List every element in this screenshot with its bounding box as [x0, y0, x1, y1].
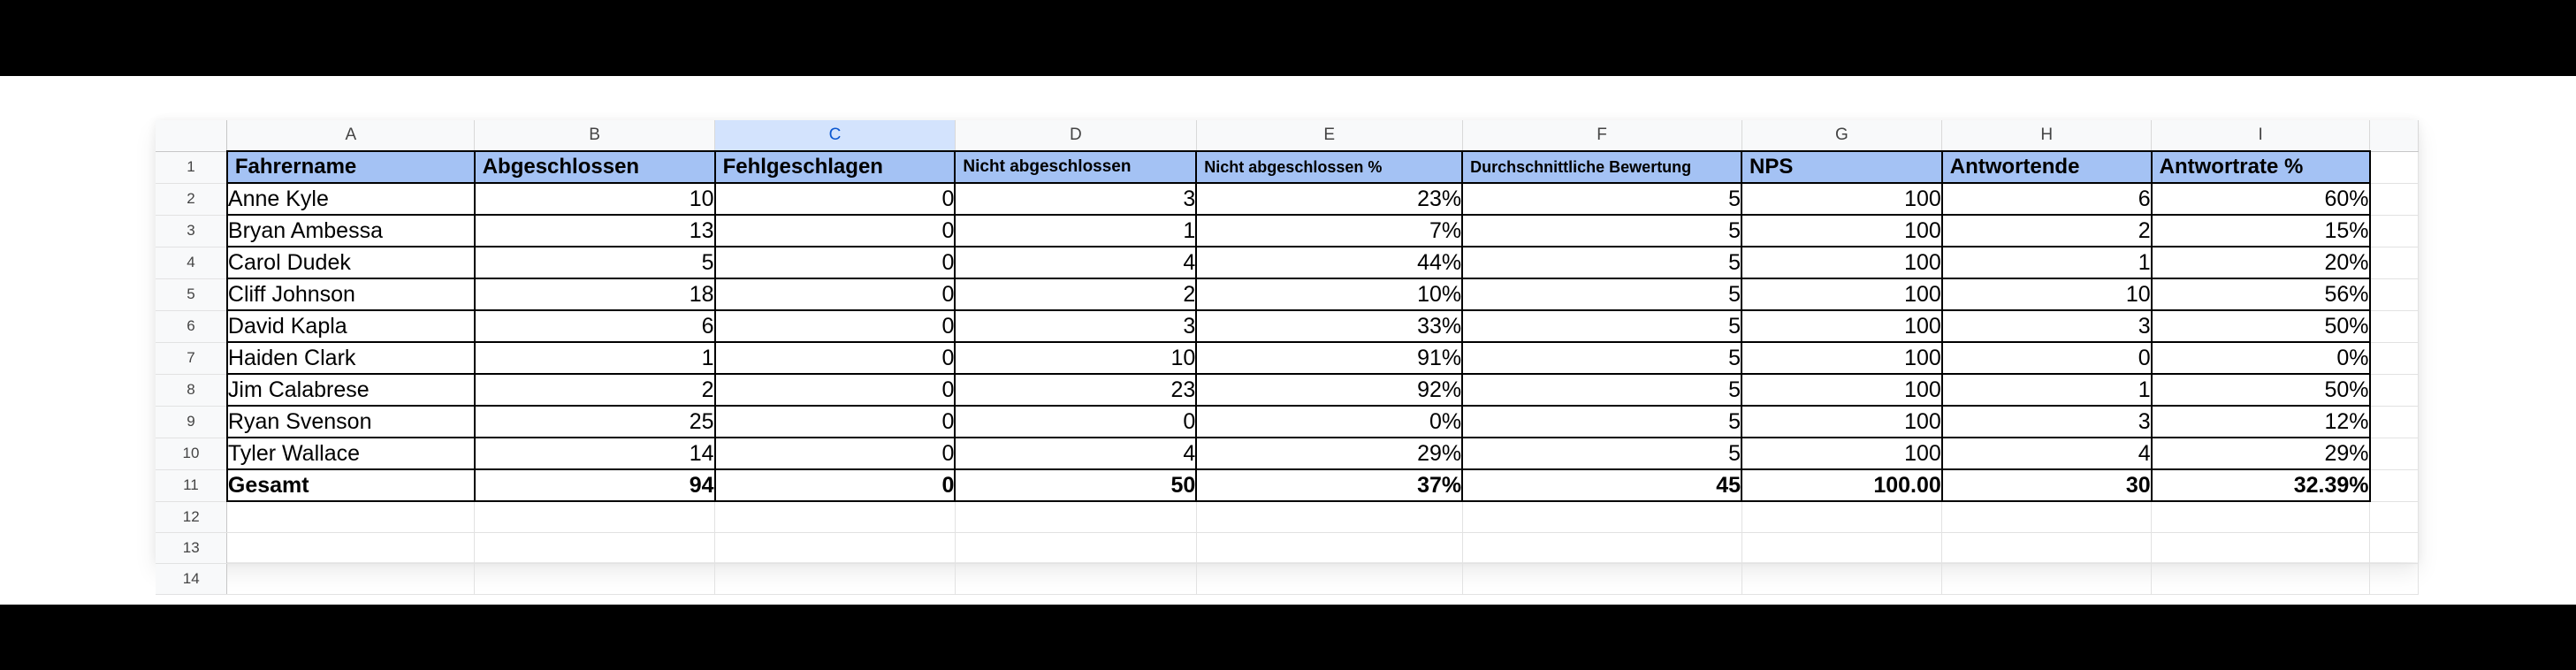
- name-cell[interactable]: David Kapla: [227, 310, 475, 342]
- bottom-letterbox: [0, 605, 2576, 670]
- empty-cell[interactable]: [2370, 374, 2419, 406]
- value-cell[interactable]: 0: [715, 310, 956, 342]
- value-cell[interactable]: 100: [1741, 438, 1942, 469]
- empty-cell[interactable]: [715, 563, 956, 594]
- value-cell[interactable]: 60%: [2152, 183, 2370, 215]
- empty-cell[interactable]: [227, 563, 475, 594]
- row-header[interactable]: 12: [156, 501, 227, 532]
- value-cell[interactable]: 12%: [2152, 406, 2370, 438]
- empty-cell[interactable]: [1196, 501, 1462, 532]
- value-cell[interactable]: 0: [715, 215, 956, 247]
- value-cell[interactable]: 0: [715, 183, 956, 215]
- empty-row: [156, 501, 2419, 532]
- empty-row: [156, 532, 2419, 563]
- header-cell-antwortende[interactable]: Antwortende: [1942, 151, 2152, 183]
- table-row: [156, 278, 2419, 310]
- column-header-c[interactable]: C: [715, 120, 956, 151]
- column-header-g[interactable]: G: [1741, 120, 1942, 151]
- empty-cell[interactable]: [955, 563, 1196, 594]
- top-letterbox: [0, 0, 2576, 76]
- value-cell[interactable]: 3: [1942, 406, 2152, 438]
- table-header-row: [156, 151, 2419, 183]
- column-header-b[interactable]: B: [475, 120, 715, 151]
- value-cell[interactable]: 10: [955, 342, 1196, 374]
- empty-cell[interactable]: [955, 501, 1196, 532]
- value-cell[interactable]: 0: [715, 278, 956, 310]
- value-cell[interactable]: 5: [1462, 247, 1741, 278]
- empty-cell[interactable]: [2370, 406, 2419, 438]
- empty-cell[interactable]: [1462, 532, 1741, 563]
- value-cell[interactable]: 1: [1942, 247, 2152, 278]
- value-cell[interactable]: 100: [1741, 183, 1942, 215]
- header-cell-nps[interactable]: NPS: [1741, 151, 1942, 183]
- value-cell[interactable]: 92%: [1196, 374, 1462, 406]
- value-cell[interactable]: 20%: [2152, 247, 2370, 278]
- row-header[interactable]: 8: [156, 374, 227, 406]
- empty-cell[interactable]: [955, 532, 1196, 563]
- total-cell[interactable]: 32.39%: [2152, 469, 2370, 501]
- value-cell[interactable]: 3: [1942, 310, 2152, 342]
- total-cell[interactable]: 45: [1462, 469, 1741, 501]
- empty-cell[interactable]: [227, 501, 475, 532]
- value-cell[interactable]: 5: [1462, 183, 1741, 215]
- column-header-e[interactable]: E: [1196, 120, 1462, 151]
- total-cell[interactable]: 30: [1942, 469, 2152, 501]
- header-cell-abgeschlossen[interactable]: Abgeschlossen: [475, 151, 715, 183]
- row-header[interactable]: 13: [156, 532, 227, 563]
- value-cell[interactable]: 15%: [2152, 215, 2370, 247]
- total-row: [156, 469, 2419, 501]
- value-cell[interactable]: 1: [1942, 374, 2152, 406]
- value-cell[interactable]: 0: [715, 406, 956, 438]
- value-cell[interactable]: 5: [1462, 438, 1741, 469]
- value-cell[interactable]: 0%: [1196, 406, 1462, 438]
- row-header[interactable]: 1: [156, 151, 227, 183]
- value-cell[interactable]: 100: [1741, 310, 1942, 342]
- value-cell[interactable]: 29%: [2152, 438, 2370, 469]
- empty-cell[interactable]: [1741, 532, 1942, 563]
- row-header[interactable]: 11: [156, 469, 227, 501]
- name-cell[interactable]: Tyler Wallace: [227, 438, 475, 469]
- name-cell[interactable]: Carol Dudek: [227, 247, 475, 278]
- header-cell-antwortrate-pct[interactable]: Antwortrate %: [2152, 151, 2370, 183]
- header-cell-nicht-abgeschlossen-pct[interactable]: Nicht abgeschlossen %: [1196, 151, 1462, 183]
- table-row: [156, 438, 2419, 469]
- total-cell[interactable]: 100.00: [1741, 469, 1942, 501]
- value-cell[interactable]: 5: [1462, 310, 1741, 342]
- column-header-i[interactable]: I: [2152, 120, 2370, 151]
- value-cell[interactable]: 4: [955, 438, 1196, 469]
- row-header[interactable]: 7: [156, 342, 227, 374]
- total-cell[interactable]: 94: [475, 469, 715, 501]
- value-cell[interactable]: 0: [715, 438, 956, 469]
- value-cell[interactable]: 0: [715, 342, 956, 374]
- value-cell[interactable]: 0: [715, 374, 956, 406]
- name-cell[interactable]: Cliff Johnson: [227, 278, 475, 310]
- empty-cell[interactable]: [2370, 151, 2419, 183]
- value-cell[interactable]: 23%: [1196, 183, 1462, 215]
- value-cell[interactable]: 1: [955, 215, 1196, 247]
- empty-cell[interactable]: [2370, 247, 2419, 278]
- value-cell[interactable]: 5: [1462, 406, 1741, 438]
- empty-cell[interactable]: [2152, 532, 2370, 563]
- value-cell[interactable]: 4: [1942, 438, 2152, 469]
- value-cell[interactable]: 100: [1741, 406, 1942, 438]
- name-cell[interactable]: Bryan Ambessa: [227, 215, 475, 247]
- value-cell[interactable]: 100: [1741, 215, 1942, 247]
- empty-cell[interactable]: [1196, 532, 1462, 563]
- value-cell[interactable]: 0: [955, 406, 1196, 438]
- empty-cell[interactable]: [715, 501, 956, 532]
- empty-cell[interactable]: [1942, 563, 2152, 594]
- sheet-table: [156, 120, 2419, 595]
- empty-cell[interactable]: [2370, 278, 2419, 310]
- name-cell[interactable]: Ryan Svenson: [227, 406, 475, 438]
- value-cell[interactable]: 13: [475, 215, 715, 247]
- value-cell[interactable]: 5: [1462, 374, 1741, 406]
- name-cell[interactable]: Haiden Clark: [227, 342, 475, 374]
- empty-cell[interactable]: [227, 532, 475, 563]
- value-cell[interactable]: 50%: [2152, 374, 2370, 406]
- value-cell[interactable]: 6: [1942, 183, 2152, 215]
- value-cell[interactable]: 23: [955, 374, 1196, 406]
- value-cell[interactable]: 33%: [1196, 310, 1462, 342]
- table-row: [156, 374, 2419, 406]
- total-label-cell[interactable]: Gesamt: [227, 469, 475, 501]
- value-cell[interactable]: 2: [475, 374, 715, 406]
- value-cell[interactable]: 2: [955, 278, 1196, 310]
- column-header-a[interactable]: A: [227, 120, 475, 151]
- row-header[interactable]: 6: [156, 310, 227, 342]
- value-cell[interactable]: 100: [1741, 374, 1942, 406]
- value-cell[interactable]: 0%: [2152, 342, 2370, 374]
- table-row: [156, 310, 2419, 342]
- row-header[interactable]: 4: [156, 247, 227, 278]
- empty-cell[interactable]: [1942, 532, 2152, 563]
- empty-cell[interactable]: [2152, 563, 2370, 594]
- empty-cell[interactable]: [475, 532, 715, 563]
- column-header-h[interactable]: H: [1942, 120, 2152, 151]
- empty-cell[interactable]: [2370, 310, 2419, 342]
- value-cell[interactable]: 100: [1741, 342, 1942, 374]
- empty-cell[interactable]: [2370, 563, 2419, 594]
- value-cell[interactable]: 4: [955, 247, 1196, 278]
- value-cell[interactable]: 5: [1462, 215, 1741, 247]
- table-row: [156, 247, 2419, 278]
- value-cell[interactable]: 100: [1741, 278, 1942, 310]
- value-cell[interactable]: 100: [1741, 247, 1942, 278]
- spreadsheet-grid[interactable]: [156, 120, 2419, 587]
- empty-cell[interactable]: [1462, 501, 1741, 532]
- value-cell[interactable]: 56%: [2152, 278, 2370, 310]
- row-header[interactable]: 9: [156, 406, 227, 438]
- row-header[interactable]: 14: [156, 563, 227, 594]
- empty-cell[interactable]: [1741, 501, 1942, 532]
- column-header-d[interactable]: D: [955, 120, 1196, 151]
- table-row: [156, 215, 2419, 247]
- value-cell[interactable]: 50%: [2152, 310, 2370, 342]
- total-cell[interactable]: 0: [715, 469, 956, 501]
- row-header[interactable]: 2: [156, 183, 227, 215]
- total-cell[interactable]: 50: [955, 469, 1196, 501]
- value-cell[interactable]: 25: [475, 406, 715, 438]
- empty-cell[interactable]: [1462, 563, 1741, 594]
- empty-cell[interactable]: [1741, 563, 1942, 594]
- table-row: [156, 406, 2419, 438]
- table-row: [156, 342, 2419, 374]
- value-cell[interactable]: 3: [955, 183, 1196, 215]
- value-cell[interactable]: 3: [955, 310, 1196, 342]
- row-header[interactable]: 3: [156, 215, 227, 247]
- empty-cell[interactable]: [2370, 438, 2419, 469]
- value-cell[interactable]: 14: [475, 438, 715, 469]
- row-header[interactable]: 5: [156, 278, 227, 310]
- column-header-j-partial[interactable]: [2370, 120, 2419, 151]
- value-cell[interactable]: 18: [475, 278, 715, 310]
- table-row: [156, 183, 2419, 215]
- column-header-f[interactable]: F: [1462, 120, 1741, 151]
- header-cell-nicht-abgeschlossen[interactable]: Nicht abgeschlossen: [955, 151, 1196, 183]
- name-cell[interactable]: Jim Calabrese: [227, 374, 475, 406]
- value-cell[interactable]: 44%: [1196, 247, 1462, 278]
- empty-cell[interactable]: [2370, 342, 2419, 374]
- value-cell[interactable]: 5: [1462, 278, 1741, 310]
- value-cell[interactable]: 0: [1942, 342, 2152, 374]
- row-header[interactable]: 10: [156, 438, 227, 469]
- empty-cell[interactable]: [1942, 501, 2152, 532]
- value-cell[interactable]: 5: [1462, 342, 1741, 374]
- empty-cell[interactable]: [2370, 532, 2419, 563]
- value-cell[interactable]: 6: [475, 310, 715, 342]
- empty-row: [156, 563, 2419, 594]
- empty-cell[interactable]: [2370, 183, 2419, 215]
- empty-cell[interactable]: [2152, 501, 2370, 532]
- value-cell[interactable]: 29%: [1196, 438, 1462, 469]
- empty-cell[interactable]: [2370, 501, 2419, 532]
- value-cell[interactable]: 7%: [1196, 215, 1462, 247]
- header-cell-fahrername[interactable]: Fahrername: [227, 151, 475, 183]
- name-cell[interactable]: Anne Kyle: [227, 183, 475, 215]
- value-cell[interactable]: 5: [475, 247, 715, 278]
- value-cell[interactable]: 10%: [1196, 278, 1462, 310]
- empty-cell[interactable]: [2370, 469, 2419, 501]
- total-cell[interactable]: 37%: [1196, 469, 1462, 501]
- value-cell[interactable]: 2: [1942, 215, 2152, 247]
- value-cell[interactable]: 10: [475, 183, 715, 215]
- value-cell[interactable]: 0: [715, 247, 956, 278]
- header-cell-durchschnittliche-bewertung[interactable]: Durchschnittliche Bewertung: [1462, 151, 1741, 183]
- header-cell-fehlgeschlagen[interactable]: Fehlgeschlagen: [715, 151, 956, 183]
- empty-cell[interactable]: [475, 563, 715, 594]
- empty-cell[interactable]: [715, 532, 956, 563]
- select-all-corner[interactable]: [156, 120, 227, 151]
- value-cell[interactable]: 91%: [1196, 342, 1462, 374]
- empty-cell[interactable]: [1196, 563, 1462, 594]
- empty-cell[interactable]: [475, 501, 715, 532]
- empty-cell[interactable]: [2370, 215, 2419, 247]
- value-cell[interactable]: 10: [1942, 278, 2152, 310]
- value-cell[interactable]: 1: [475, 342, 715, 374]
